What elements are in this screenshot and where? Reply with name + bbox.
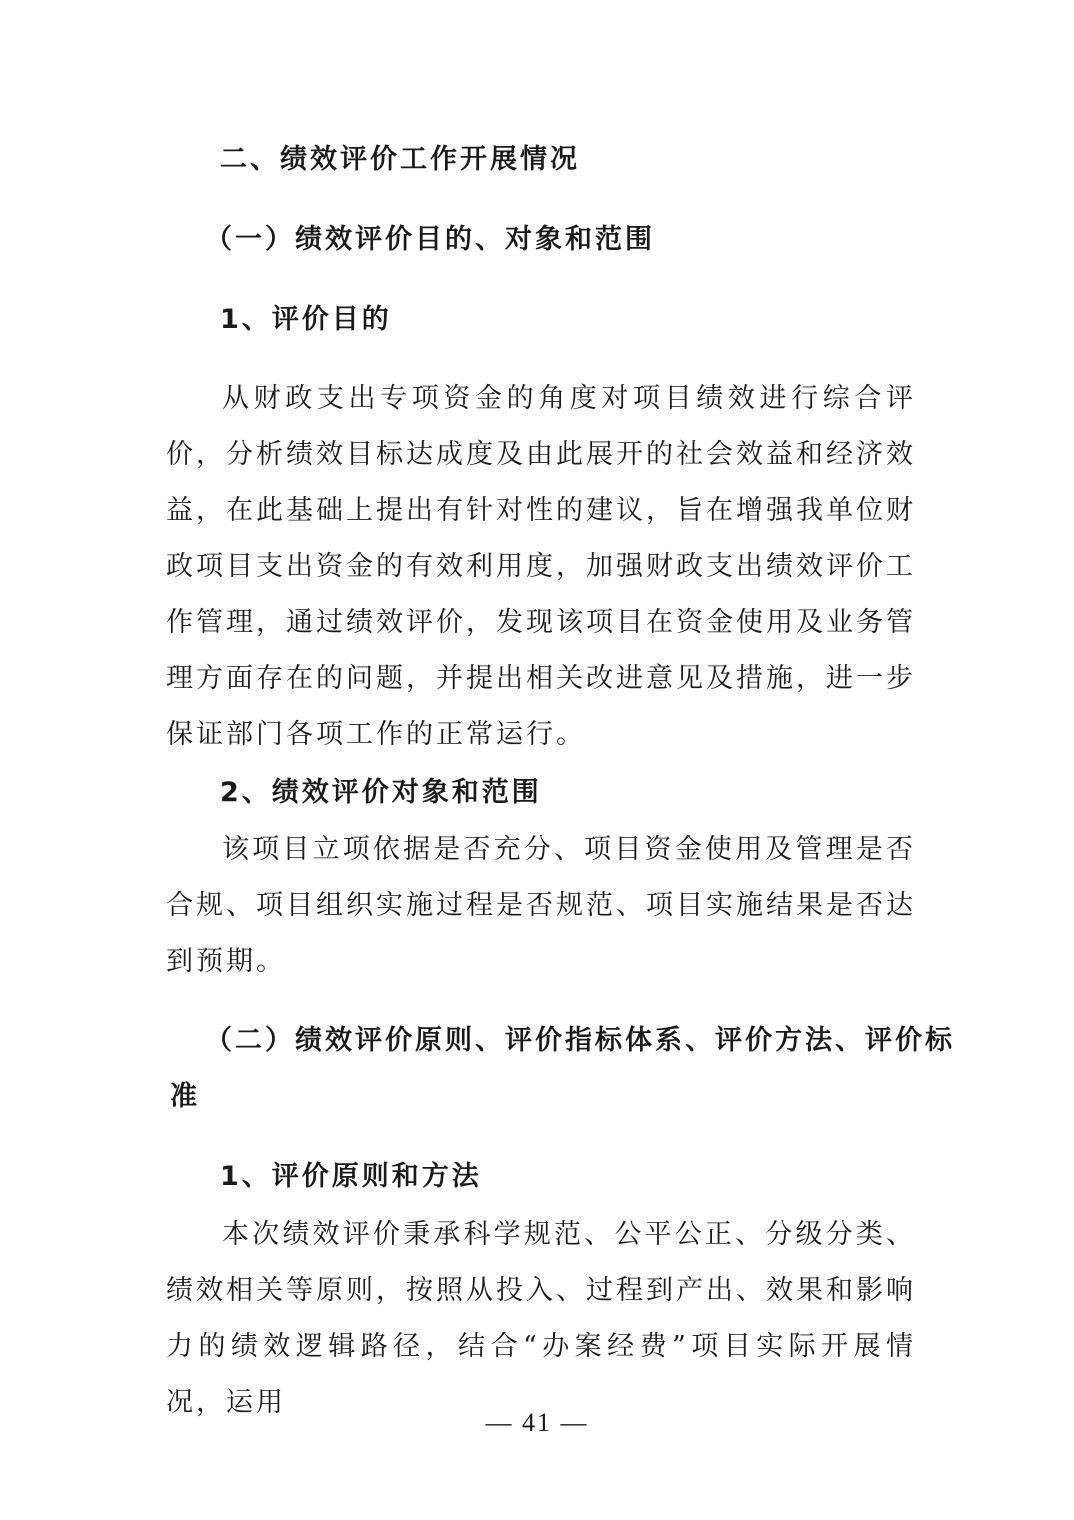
section-heading-2: 二、绩效评价工作开展情况 <box>220 144 580 175</box>
subsection-heading-1: （一）绩效评价目的、对象和范围 <box>205 224 655 255</box>
item-heading-evaluation-scope: 2、绩效评价对象和范围 <box>220 777 542 808</box>
item-heading-principles-methods: 1、评价原则和方法 <box>220 1161 482 1192</box>
item-heading-evaluation-purpose: 1、评价目的 <box>220 304 392 335</box>
subsection-heading-2-line-2: 准 <box>170 1081 200 1112</box>
paragraph-principles-methods: 本次绩效评价秉承科学规范、公平公正、分级分类、绩效相关等原则，按照从投入、过程到产出、效果和影响力的绩效逻辑路径，结合“办案经费”项目实际开展情况，运用 <box>166 1219 916 1418</box>
subsection-heading-2-line-1: （二）绩效评价原则、评价指标体系、评价方法、评价标 <box>205 1025 955 1056</box>
page-number: — 41 — <box>485 1408 589 1437</box>
paragraph-evaluation-purpose: 从财政支出专项资金的角度对项目绩效进行综合评价，分析绩效目标达成度及由此展开的社会效益和经济效益，在此基础上提出有针对性的建议，旨在增强我单位财政项目支出资金的有效利用度，加强财政支出绩效评价工作管理，通过绩效评价，发现该项目在资金使用及业务管理方面存在的问题，并提出相关改进意见及措施，进一步保证部门各项工作的正常运行。 <box>166 383 916 750</box>
paragraph-evaluation-scope: 该项目立项依据是否充分、项目资金使用及管理是否合规、项目组织实施过程是否规范、项目实施结果是否达到预期。 <box>166 834 916 977</box>
